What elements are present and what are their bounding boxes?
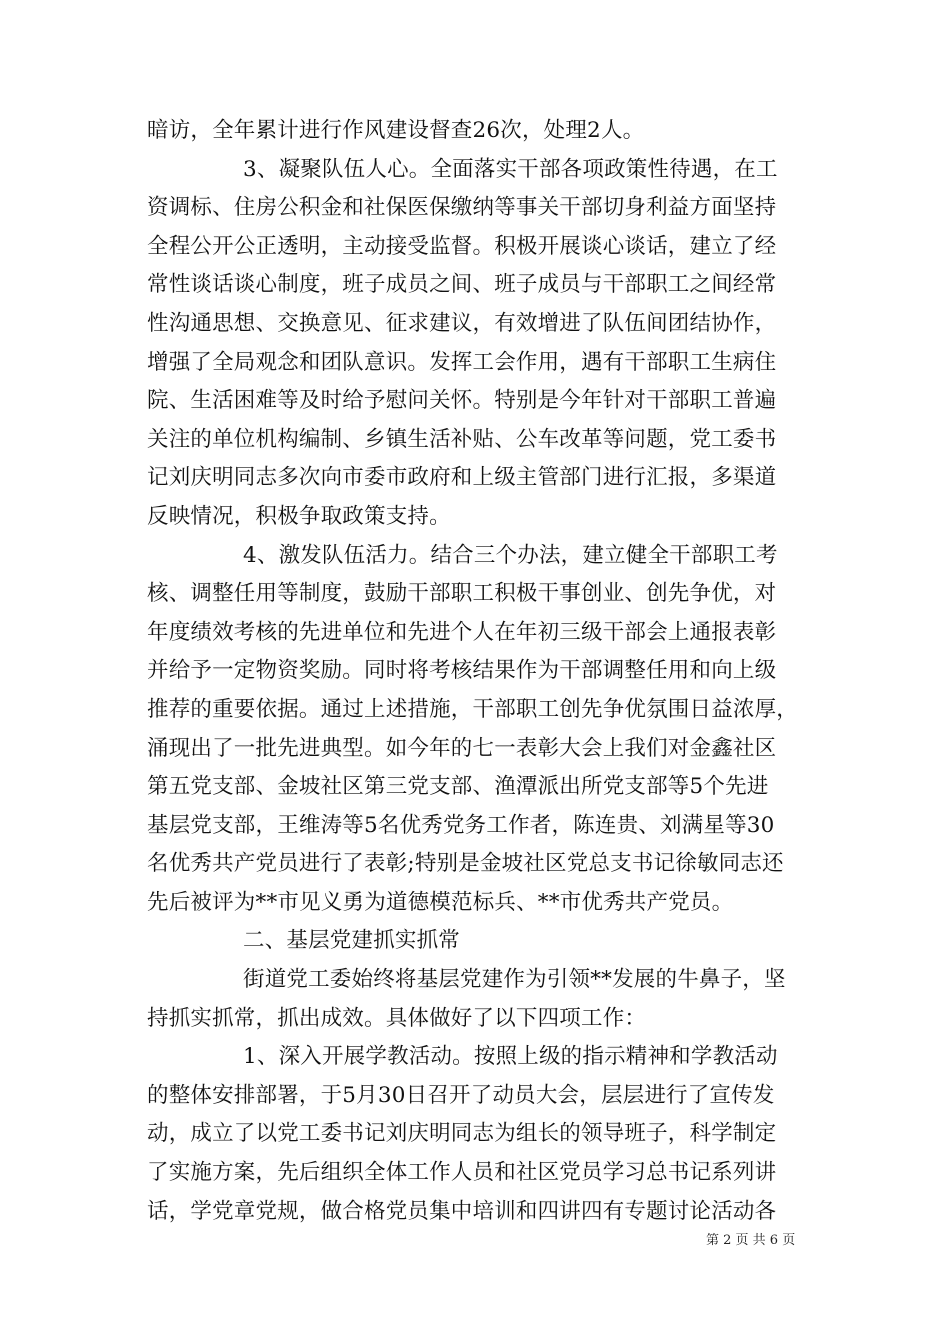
- text-line: 暗访，全年累计进行作风建设督查26次，处理2人。: [147, 118, 645, 143]
- text-line: 关注的单位机构编制、乡镇生活补贴、公车改革等问题，党工委书: [147, 426, 777, 452]
- text-line: 反映情况，积极争取政策支持。: [147, 503, 451, 529]
- text-line: 的整体安排部署，于5月30日召开了动员大会，层层进行了宣传发: [147, 1082, 775, 1108]
- text-line: 核、调整任用等制度，鼓励干部职工积极干事创业、创先争优，对: [147, 581, 777, 607]
- text-line: 1、深入开展学教活动。按照上级的指示精神和学教活动: [243, 1044, 778, 1070]
- text-line: 资调标、住房公积金和社保医保缴纳等事关干部切身利益方面坚持: [147, 195, 777, 221]
- text-line: 基层党支部，王维涛等5名优秀党务工作者，陈连贵、刘满星等30: [147, 812, 775, 838]
- text-line: 全程公开公正透明，主动接受监督。积极开展谈心谈话，建立了经: [147, 233, 777, 259]
- text-line: 动，成立了以党工委书记刘庆明同志为组长的领导班子，科学制定: [147, 1121, 777, 1147]
- text-line: 第五党支部、金坡社区第三党支部、渔潭派出所党支部等5个先进: [147, 774, 769, 800]
- text-line: 性沟通思想、交换意见、征求建议，有效增进了队伍间团结协作，: [147, 310, 777, 336]
- text-line: 话，学党章党规，做合格党员集中培训和四讲四有专题讨论活动各: [147, 1198, 777, 1224]
- text-line: 院、生活困难等及时给予慰问关怀。特别是今年针对干部职工普遍: [147, 388, 777, 414]
- text-line: 街道党工委始终将基层党建作为引领**发展的牛鼻子，坚: [243, 967, 786, 993]
- text-line: 增强了全局观念和团队意识。发挥工会作用，遇有干部职工生病住: [147, 349, 777, 375]
- text-line: 持抓实抓常，抓出成效。具体做好了以下四项工作：: [147, 1005, 647, 1031]
- text-line: 二、基层党建抓实抓常: [243, 928, 461, 954]
- text-line: 4、激发队伍活力。结合三个办法，建立健全干部职工考: [243, 542, 778, 568]
- text-line: 3、凝聚队伍人心。全面落实干部各项政策性待遇，在工: [243, 156, 778, 182]
- text-line: 了实施方案，先后组织全体工作人员和社区党员学习总书记系列讲: [147, 1160, 777, 1186]
- page-number-footer: 第 2 页 共 6 页: [706, 1233, 796, 1248]
- text-line: 记刘庆明同志多次向市委市政府和上级主管部门进行汇报，多渠道: [147, 465, 777, 491]
- text-line: 涌现出了一批先进典型。如今年的七一表彰大会上我们对金鑫社区: [147, 735, 777, 761]
- document-body: [147, 112, 813, 1231]
- text-line: 名优秀共产党员进行了表彰;特别是金坡社区党总支书记徐敏同志还: [147, 851, 784, 877]
- text-line: 并给予一定物资奖励。同时将考核结果作为干部调整任用和向上级: [147, 658, 777, 684]
- text-line: 推荐的重要依据。通过上述措施，干部职工创先争优氛围日益浓厚，: [147, 696, 799, 722]
- text-line: 常性谈话谈心制度，班子成员之间、班子成员与干部职工之间经常: [147, 272, 777, 298]
- text-line: 年度绩效考核的先进单位和先进个人在年初三级干部会上通报表彰: [147, 619, 777, 645]
- text-line: 先后被评为**市见义勇为道德模范标兵、**市优秀共产党员。: [147, 889, 734, 915]
